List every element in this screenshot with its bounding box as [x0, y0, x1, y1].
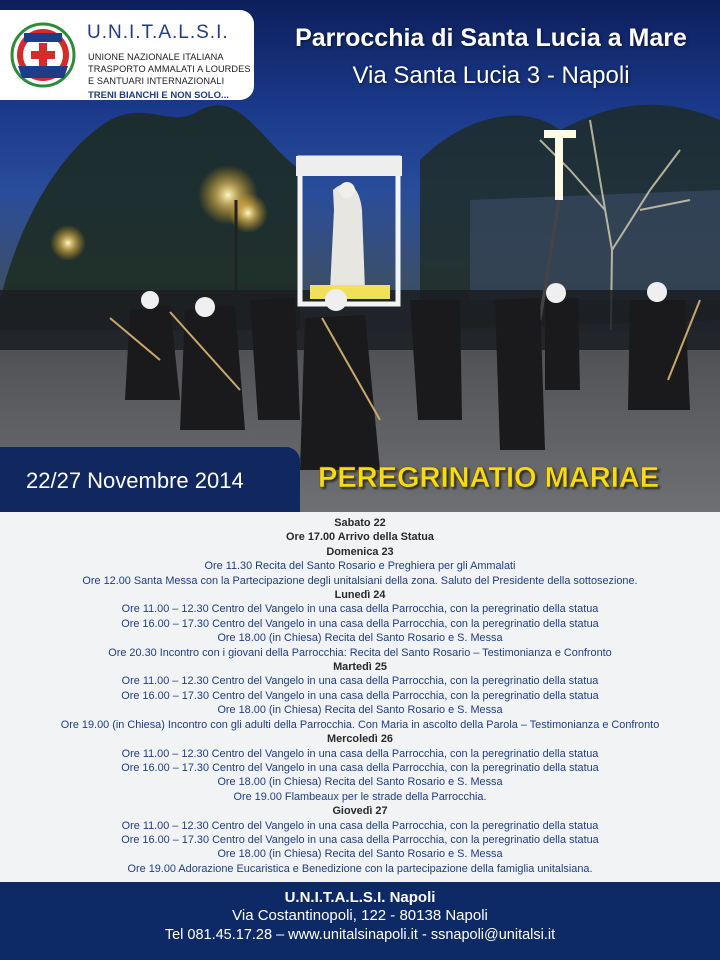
footer [0, 882, 720, 960]
program-item: Ore 19.00 Flambeaux per le strade della Parrocchia. [233, 790, 487, 803]
program-item: Ore 18.00 (in Chiesa) Recita del Santo Rosario e S. Messa [217, 632, 503, 645]
unitalsi-emblem-icon [10, 22, 76, 88]
program-item: Ore 11.30 Recita del Santo Rosario e Preghiera per gli Ammalati [204, 560, 516, 573]
program-item: Ore 16.00 – 17.30 Centro del Vangelo in una casa della Parrocchia, con la peregrinatio della statua [121, 761, 599, 774]
logo-line-3: E SANTUARI INTERNAZIONALI [88, 76, 225, 86]
parish-address: Via Santa Lucia 3 - Napoli [352, 62, 630, 89]
footer-address: Via Costantinopoli, 122 - 80138 Napoli [232, 907, 488, 924]
program-item: Ore 19.00 Adorazione Eucaristica e Benedizione con la partecipazione della famiglia unitalsiana. [127, 862, 593, 875]
footer-title: U.N.I.T.A.L.S.I. Napoli [284, 889, 436, 906]
program-item: Ore 19.00 (in Chiesa) Incontro con gli adulti della Parrocchia. Con Maria in ascolto della Parola – Testimonianza e Confronto [60, 718, 660, 731]
program-day-heading: Sabato 22 [334, 517, 386, 529]
footer-contacts: Tel 081.45.17.28 – www.unitalsinapoli.it - ssnapoli@unitalsi.it [164, 927, 556, 943]
program-item: Ore 18.00 (in Chiesa) Recita del Santo Rosario e S. Messa [217, 776, 503, 789]
program-day-heading: Mercoledì 26 [327, 733, 393, 746]
program-day-heading: Giovedì 27 [332, 805, 388, 818]
program-day-heading: Lunedì 24 [334, 589, 386, 602]
unitalsi-logo-panel [0, 10, 254, 100]
program-day-heading: Ore 17.00 Arrivo della Statua [286, 531, 434, 544]
program-item: Ore 20.30 Incontro con i giovani della Parrocchia: Recita del Santo Rosario – Testimonianza e Confronto [108, 646, 612, 659]
event-program [0, 516, 720, 876]
logo-line-2: TRASPORTO AMMALATI A LOURDES [88, 64, 251, 74]
logo-title: U.N.I.T.A.L.S.I. [87, 22, 229, 43]
event-dates: 22/27 Novembre 2014 [26, 468, 244, 493]
program-day-heading: Domenica 23 [326, 545, 394, 558]
logo-line-1: UNIONE NAZIONALE ITALIANA [88, 52, 224, 62]
logo-tagline: TRENI BIANCHI E NON SOLO... [88, 90, 229, 101]
program-item: Ore 11.00 – 12.30 Centro del Vangelo in una casa della Parrocchia, con la peregrinatio della statua [121, 603, 599, 616]
program-item: Ore 16.00 – 17.30 Centro del Vangelo in una casa della Parrocchia, con la peregrinatio della statua [121, 617, 599, 630]
program-item: Ore 11.00 – 12.30 Centro del Vangelo in una casa della Parrocchia, con la peregrinatio della statua [121, 819, 599, 832]
program-item: Ore 11.00 – 12.30 Centro del Vangelo in una casa della Parrocchia, con la peregrinatio della statua [121, 675, 599, 688]
program-item: Ore 16.00 – 17.30 Centro del Vangelo in una casa della Parrocchia, con la peregrinatio della statua [121, 689, 599, 702]
program-item: Ore 18.00 (in Chiesa) Recita del Santo Rosario e S. Messa [217, 848, 503, 861]
event-title: PEREGRINATIO MARIAE [318, 462, 660, 494]
program-item: Ore 16.00 – 17.30 Centro del Vangelo in una casa della Parrocchia, con la peregrinatio della statua [121, 833, 599, 846]
parish-name: Parrocchia di Santa Lucia a Mare [295, 24, 687, 52]
program-item: Ore 11.00 – 12.30 Centro del Vangelo in una casa della Parrocchia, con la peregrinatio della statua [121, 747, 599, 760]
program-item: Ore 12.00 Santa Messa con la Partecipazione degli unitalsiani della zona. Saluto del Presidente della sottosezione. [82, 574, 638, 587]
program-item: Ore 18.00 (in Chiesa) Recita del Santo Rosario e S. Messa [217, 704, 503, 717]
program-day-heading: Martedì 25 [333, 661, 387, 674]
